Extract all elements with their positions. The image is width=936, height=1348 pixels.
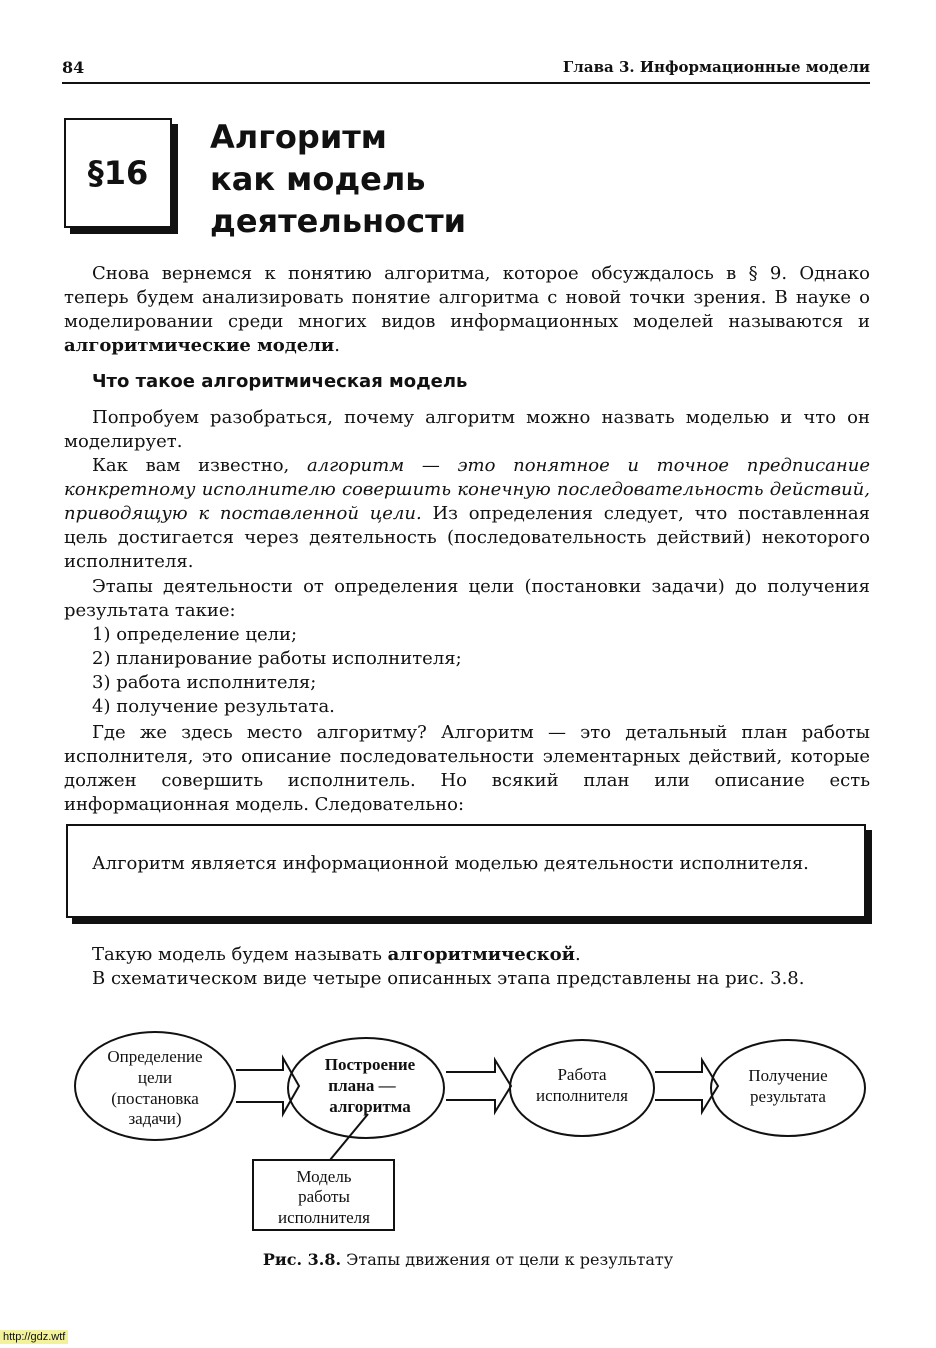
stage-2-label: Построение [324, 1055, 416, 1074]
stage-1-label: (постановка [111, 1089, 199, 1108]
arrow-2 [446, 1060, 511, 1112]
model-box-label: работы [298, 1187, 350, 1206]
model-box-label: Модель [296, 1167, 352, 1186]
page-number: 84 [62, 58, 85, 77]
paragraph-6: В схематическом виде четыре описанных этапа представлены на рис. 3.8. [92, 968, 805, 989]
stage-1-label: Определение [107, 1047, 203, 1066]
arrow-1 [236, 1058, 299, 1114]
stage-2-label: алгоритма [329, 1097, 411, 1116]
paragraph-4: Где же здесь место алгоритму? Алгоритм — это детальный план работы исполнителя, это описание последовательности элементарных действий, которые должен совершить исполнитель. Но всякий план или описание есть информационная модель. Следовательно: [64, 722, 870, 815]
running-header: Глава 3. Информационные модели [562, 58, 870, 76]
header-rule [62, 82, 870, 84]
stage-4-label: Получение [748, 1066, 828, 1085]
section-number-box [64, 118, 172, 228]
title-line: как модель [210, 160, 426, 198]
intro-text-end: . [334, 335, 340, 356]
stage-4-label: результата [750, 1087, 826, 1106]
list-item: 2) планирование работы исполнителя; [92, 648, 462, 669]
model-box-label: исполнителя [278, 1208, 370, 1227]
intro-text: Снова вернемся к понятию алгоритма, которое обсуждалось в § 9. Однако теперь будем анализировать понятие алгоритма с новой точки зрения. В науке о моделировании среди многих видов информационных моделей называются и [64, 263, 870, 332]
p5-text-end: . [575, 944, 581, 965]
stage-1-label: задачи) [128, 1109, 182, 1128]
list-item: 4) получение результата. [92, 696, 335, 717]
definition-text: Алгоритм является информационной моделью деятельности исполнителя. [92, 853, 809, 874]
section-title [210, 116, 466, 242]
stage-1-label: цели [137, 1068, 173, 1087]
paragraph-3: Этапы деятельности от определения цели (постановки задачи) до получения результата такие: [64, 576, 870, 621]
stage-3-label: исполнителя [536, 1086, 628, 1105]
algorithm-definition-italic: алгоритм — это понятное и точное предписание конкретному исполнителю совершить конечную последовательность действий, приводящую к поставленной цели. [64, 455, 871, 524]
paragraph-5 [64, 943, 870, 967]
paragraph-2 [64, 454, 870, 574]
section-number: §16 [87, 154, 149, 192]
figure-3-8-diagram [0, 1030, 936, 1245]
title-line: Алгоритм [210, 118, 387, 156]
p2-text: Как вам известно, [92, 455, 307, 476]
p5-text: Такую модель будем называть [92, 944, 388, 965]
paragraph-1: Попробуем разобраться, почему алгоритм можно назвать моделью и что он моделирует. [64, 407, 870, 452]
p2-text-end: Из определения следует, что поставленная цель достигается через деятельность (последовательность действий) некоторого исполнителя. [64, 503, 870, 572]
figure-caption [0, 1250, 936, 1269]
list-item: 3) работа исполнителя; [92, 672, 317, 693]
title-line: деятельности [210, 202, 467, 240]
caption-text: Этапы движения от цели к результату [341, 1250, 674, 1269]
subheading: Что такое алгоритмическая модель [92, 371, 468, 392]
stage-3-label: Работа [557, 1065, 607, 1084]
caption-label: Рис. 3.8. [262, 1250, 342, 1269]
intro-bold-term: алгоритмические модели [64, 335, 335, 356]
p5-bold-term: алгоритмической [387, 944, 576, 965]
watermark-link[interactable]: http://gdz.wtf [0, 1330, 68, 1344]
stage-2-label: плана — [328, 1076, 396, 1095]
arrow-3 [655, 1060, 718, 1112]
list-item: 1) определение цели; [92, 624, 298, 645]
intro-paragraph [64, 262, 870, 358]
